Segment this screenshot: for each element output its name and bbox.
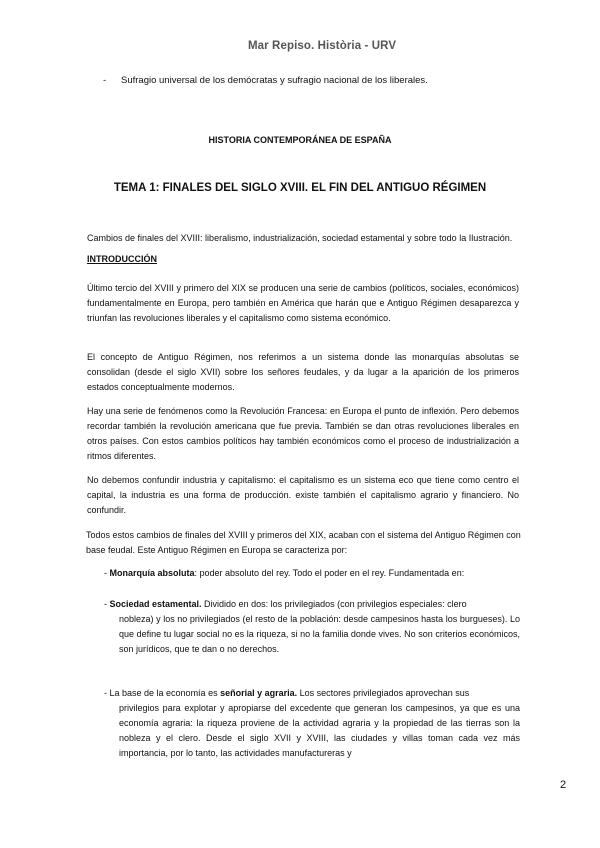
list-item-keyword: señorial y agraria. <box>220 688 298 698</box>
top-bullet <box>103 75 428 86</box>
intro-heading: INTRODUCCIÓN <box>87 254 157 264</box>
page-header: Mar Repiso. Història - URV <box>248 40 397 52</box>
list-item-first-line <box>104 566 520 581</box>
list-item-first-line <box>104 686 520 701</box>
list-item-prefix: - La base de la economía es <box>104 688 221 698</box>
list-item-prefix: - <box>104 568 110 578</box>
top-bullet-text: Sufragio universal de los demócratas y sufragio nacional de los liberales. <box>121 75 428 86</box>
list-item-first-line <box>104 597 520 612</box>
subject-title: HISTORIA CONTEMPORÁNEA DE ESPAÑA <box>208 135 392 145</box>
tema-title: TEMA 1: FINALES DEL SIGLO XVIII. EL FIN DEL ANTIGUO RÉGIMEN <box>113 182 487 194</box>
list-item-monarquia <box>104 566 520 581</box>
page-number: 2 <box>560 779 567 791</box>
list-item-economia <box>104 686 520 761</box>
paragraph: Hay una serie de fenómenos como la Revolución Francesa: en Europa el punto de inflexión. Pero debemos recordar también la revolución americana que fue previa. También se dan otras revoluciones liberales en otros países. Con estos cambios políticos hay también económicos como el proceso de industrialización a ritmos diferentes. <box>87 406 519 461</box>
list-item-continuation: privilegios para explotar y apropiarse del excedente que generan los campesinos, ya que es una economía agraria: la riqueza proviene de la actividad agraria y la propiedad de las tierras son la nobleza y el clero. Desde el siglo XVII y XVIII, las ciudades y villas toman cada vez más importancia, por lo tanto, las actividades manufactureras y <box>119 703 520 758</box>
paragraph: Todos estos cambios de finales del XVIII y primeros del XIX, acaban con el sistema del Antiguo Régimen con base feudal. Este Antiguo Régimen en Europa se caracteriza por: <box>86 530 521 555</box>
list-item-prefix: - <box>104 599 110 609</box>
list-item-keyword: Monarquía absoluta <box>109 568 195 578</box>
list-item-keyword: Sociedad estamental. <box>109 599 202 609</box>
bullet-dash: - <box>103 75 107 86</box>
paragraph: El concepto de Antiguo Régimen, nos referimos a un sistema donde las monarquías absolutas se consolidan (desde el siglo XVII) sobre los señores feudales, y da lugar a la aparición de los primeros estados conceptualmente modernos. <box>87 352 519 392</box>
summary-line: Cambios de finales del XVIII: liberalismo, industrialización, sociedad estamental y sobre todo la Ilustración. <box>87 233 513 243</box>
paragraph: Último tercio del XVIII y primero del XIX se producen una serie de cambios (políticos, sociales, económicos) fundamentalmente en Europa, pero también en América que harán que e Antiguo Régimen desaparezca y triunfan las revoluciones liberales y el capitalismo como sistema económico. <box>87 283 519 323</box>
list-item-text: : poder absoluto del rey. Todo el poder en el rey. Fundamentada en: <box>194 568 465 578</box>
list-item-continuation: nobleza) y los no privilegiados (el resto de la población: desde campesinos hasta los burgueses). Lo que define tu lugar social no es la riqueza, si no la familia donde vives. No son criterios económicos, son jurídicos, que te dan o no derechos. <box>119 614 520 654</box>
list-item-text: Los sectores privilegiados aprovechan sus <box>297 688 470 698</box>
list-item-text: Dividido en dos: los privilegiados (con privilegios especiales: clero <box>201 599 467 609</box>
list-item-sociedad <box>104 597 520 657</box>
paragraph: No debemos confundir industria y capitalismo: el capitalismo es un sistema eco que tiene como centro el capital, la industria es una forma de producción. existe también el capitalismo agrario y financiero. No confundir. <box>87 475 519 515</box>
